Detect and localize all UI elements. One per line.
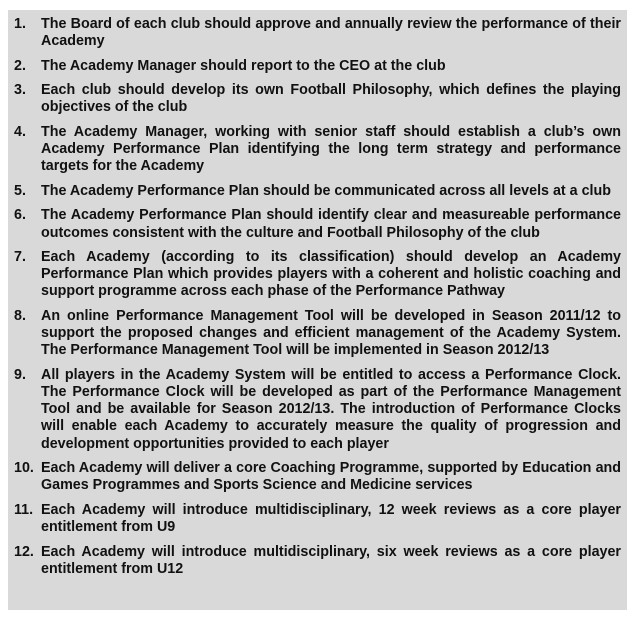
list-item: [14, 207, 621, 241]
list-item: [14, 82, 621, 116]
item-text: An online Performance Management Tool will be developed in Season 2011/12 to support the proposed changes and efficient management of the Academy System. The Performance Management Tool will be implemented in Season 2012/13: [41, 307, 621, 359]
item-number: 7.: [14, 249, 26, 266]
item-number: 6.: [14, 207, 26, 224]
item-number: 2.: [14, 57, 26, 74]
item-text: Each club should develop its own Football Philosophy, which defines the playing objectives of the club: [41, 82, 621, 116]
item-number: 4.: [14, 123, 26, 140]
list-item: [14, 183, 621, 200]
list-item: [14, 249, 621, 301]
item-text: The Academy Manager should report to the CEO at the club: [41, 57, 446, 74]
item-text: Each Academy will introduce multidisciplinary, six week reviews as a core player entitlement from U12: [41, 543, 621, 577]
item-text: All players in the Academy System will be entitled to access a Performance Clock. The Performance Clock will be developed as part of the Performance Management Tool and be available for Season 2012/13. The introduction of Performance Clocks will enable each Academy to accurately measure the quality of progression and development opportunities provided to each player: [41, 366, 621, 452]
list-item: [14, 544, 621, 578]
item-text: Each Academy will deliver a core Coaching Programme, supported by Education and Games Programmes and Sports Science and Medicine services: [41, 460, 621, 494]
item-number: 12.: [14, 543, 34, 560]
item-number: 8.: [14, 307, 26, 324]
list-item: [14, 124, 621, 176]
list-item: [14, 502, 621, 536]
list-item: [14, 460, 621, 494]
list-item: [14, 16, 621, 50]
item-number: 9.: [14, 366, 26, 383]
item-text: Each Academy (according to its classification) should develop an Academy Performance Plan which provides players with a coherent and holistic coaching and support programme across each phase of the Performance Pathway: [41, 249, 621, 300]
item-number: 5.: [14, 182, 26, 199]
list-item: [14, 308, 621, 360]
item-text: The Academy Performance Plan should identify clear and measureable performance outcomes consistent with the culture and Football Philosophy of the club: [41, 207, 621, 241]
numbered-list-panel: [8, 10, 627, 610]
item-number: 11.: [14, 501, 34, 518]
item-number: 1.: [14, 16, 26, 32]
item-number: 10.: [14, 460, 34, 477]
item-text: The Academy Performance Plan should be communicated across all levels at a club: [41, 182, 611, 199]
item-text: The Board of each club should approve and annually review the performance of their Academy: [41, 16, 621, 50]
item-text: Each Academy will introduce multidisciplinary, 12 week reviews as a core player entitlement from U9: [41, 501, 621, 536]
item-text: The Academy Manager, working with senior staff should establish a club’s own Academy Performance Plan identifying the long term strategy and performance targets for the Academy: [41, 123, 621, 175]
list-item: [14, 367, 621, 453]
list-item: [14, 58, 621, 75]
item-number: 3.: [14, 82, 26, 99]
